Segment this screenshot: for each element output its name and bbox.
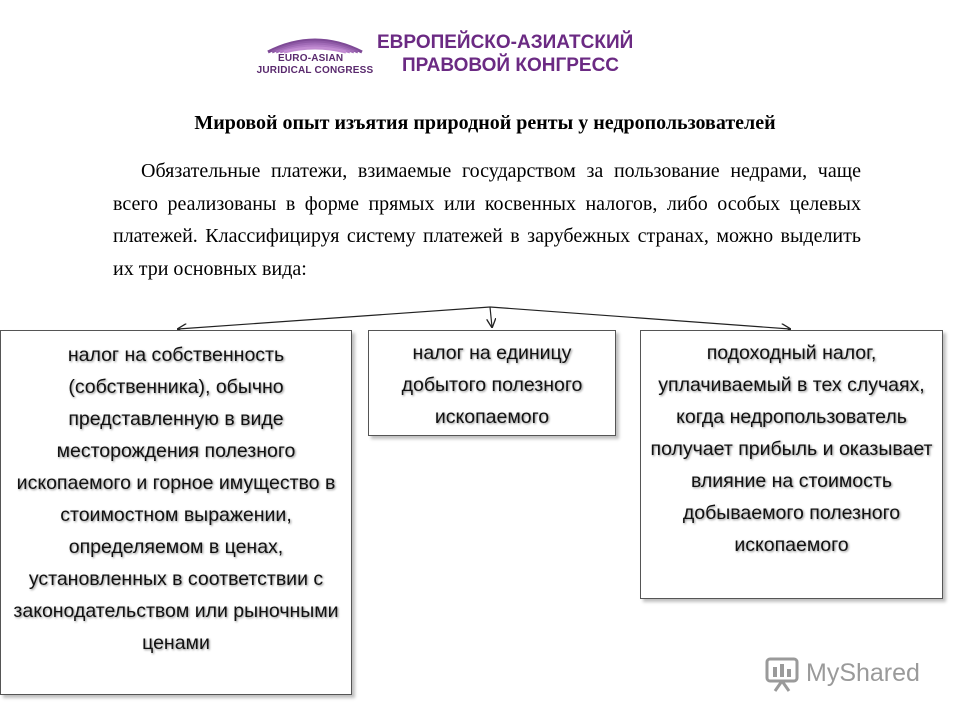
slide-title: Мировой опыт изъятия природной ренты у недропользователей	[194, 112, 776, 134]
watermark-text: MyShared	[806, 659, 920, 687]
box-text: налог на собственность (собственника), обычно представленную в виде месторождения полезного ископаемого и горное имущество в стоимостном выражении, определяемом в ценах, установленных в соответствии с законодательством или рыночными ценами	[13, 344, 339, 654]
logo-english-line-1: EURO-ASIAN	[278, 53, 344, 64]
arrow-to-left-box	[178, 307, 490, 329]
arrow-to-middle-box	[490, 307, 492, 327]
congress-logo	[250, 22, 690, 82]
box-text: подоходный налог, уплачиваемый в тех случаях, когда недропользователь получает прибыль и оказывает влияние на стоимость добываемого полезного ископаемого	[650, 342, 933, 556]
intro-paragraph: Обязательные платежи, взимаемые государством за пользование недрами, чаще всего реализованы в форме прямых или косвенных налогов, либо особых целевых платежей. Классифицируя систему платежей в зарубежных странах, можно выделить их три основных вида:	[113, 160, 861, 280]
payment-type-box-unit-tax	[368, 330, 616, 436]
payment-type-box-property-tax	[0, 330, 352, 695]
arrow-to-right-box	[490, 307, 790, 329]
payment-type-box-income-tax	[640, 330, 943, 599]
logo-russian-line-2: ПРАВОВОЙ КОНГРЕСС	[402, 55, 620, 76]
myshared-watermark	[764, 655, 944, 695]
presentation-board-icon	[764, 655, 800, 693]
logo-russian-line-1: ЕВРОПЕЙСКО-АЗИАТСКИЙ	[377, 32, 634, 53]
box-text: налог на единицу добытого полезного ископаемого	[401, 342, 583, 428]
logo-english-line-2: JURIDICAL CONGRESS	[256, 65, 374, 76]
